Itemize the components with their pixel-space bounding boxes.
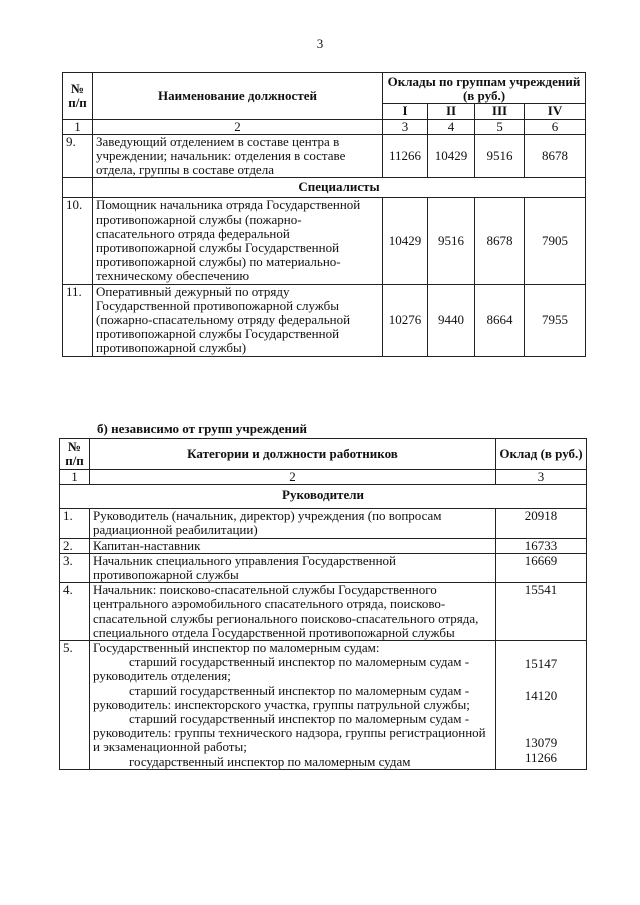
group-header-1: I	[383, 104, 428, 119]
table-row	[60, 641, 587, 770]
row-num: 3.	[60, 553, 90, 582]
row-num: 9.	[63, 134, 93, 178]
section-b-title: б) независимо от групп учреждений	[97, 421, 307, 436]
salary-value: 8678	[525, 134, 586, 178]
colnum: 4	[428, 119, 475, 134]
salaries-header: Оклады по группам учреждений (в руб.)	[383, 73, 586, 104]
table-row	[60, 583, 587, 641]
table-row	[63, 198, 586, 284]
salary-value: 15541	[496, 583, 587, 641]
section-heading-heads: Руководители	[60, 485, 587, 509]
salary-value: 16669	[496, 553, 587, 582]
salary-value: 10429	[383, 198, 428, 284]
salary-value: 20918	[496, 509, 587, 538]
table-row	[63, 134, 586, 178]
colnum: 3	[496, 470, 587, 485]
salary-value: 11266	[524, 749, 558, 765]
salary-header: Оклад (в руб.)	[496, 439, 587, 470]
section-heading-specialists: Специалисты	[93, 178, 586, 198]
column-number-row	[63, 119, 586, 134]
position-name: Капитан-наставник	[90, 538, 496, 553]
num-header: № п/п	[60, 439, 90, 470]
row-num: 10.	[63, 198, 93, 284]
num-header: № п/п	[63, 73, 93, 120]
table-row	[60, 538, 587, 553]
position-name	[90, 641, 496, 770]
colnum: 2	[90, 470, 496, 485]
salary-value: 10276	[383, 284, 428, 356]
position-name: Начальник: поисково-спасательной службы Государственного центрального аэромобильного спасательного отряда, поисково-спасательной службы регионального поисково-спасательного отряда, специального отдела Государственной противопожарной службы	[90, 583, 496, 641]
group-header-4: IV	[525, 104, 586, 119]
salary-value: 14120	[524, 688, 558, 704]
salary-value: 15147	[524, 656, 558, 672]
inspector-item: старший государственный инспектор по маломерным судам - руководитель: группы технического надзора, группы регистрационной и экзаменационной работы;	[93, 711, 486, 755]
colnum: 1	[60, 470, 90, 485]
row-num: 4.	[60, 583, 90, 641]
salary-value: 7955	[525, 284, 586, 356]
row-num: 1.	[60, 509, 90, 538]
position-name: Руководитель (начальник, директор) учреждения (по вопросам радиационной реабилитации)	[90, 509, 496, 538]
salary-value: 11266	[383, 134, 428, 178]
colnum: 1	[63, 119, 93, 134]
group-header-2: II	[428, 104, 475, 119]
inspector-item: старший государственный инспектор по маломерным судам - руководитель отделения;	[93, 654, 470, 684]
colnum: 2	[93, 119, 383, 134]
name-header: Наименование должностей	[93, 73, 383, 120]
salary-value: 10429	[428, 134, 475, 178]
table-row	[60, 509, 587, 538]
salary-table-by-groups	[62, 72, 586, 357]
page-number: 3	[316, 36, 324, 51]
salary-value: 9516	[428, 198, 475, 284]
position-name: Начальник специального управления Государственной противопожарной службы	[90, 553, 496, 582]
salary-value: 9516	[475, 134, 525, 178]
column-number-row	[60, 470, 587, 485]
salary-value: 13079	[524, 735, 558, 751]
salary-values	[496, 641, 587, 770]
position-name: Помощник начальника отряда Государственной противопожарной службы (пожарно-спасательного отряда федеральной противопожарной службы Государственной противопожарной службы) по материально-техническому обеспечению	[93, 198, 383, 284]
salary-value: 8678	[475, 198, 525, 284]
row-num: 2.	[60, 538, 90, 553]
inspector-item: старший государственный инспектор по маломерным судам - руководитель: инспекторского участка, группы патрульной службы;	[93, 682, 470, 712]
table-row	[63, 284, 586, 356]
group-header-3: III	[475, 104, 525, 119]
salary-value: 7905	[525, 198, 586, 284]
inspector-intro: Государственный инспектор по маломерным судам:	[93, 640, 380, 656]
position-name: Заведующий отделением в составе центра в учреждении; начальник: отделения в составе отдела, группы в составе отдела	[93, 134, 383, 178]
inspector-item: государственный инспектор по маломерным судам	[129, 753, 411, 769]
position-name: Оперативный дежурный по отряду Государственной противопожарной службы (пожарно-спасательному отряду федеральной противопожарной службы Государственной противопожарной службы)	[93, 284, 383, 356]
row-num: 5.	[60, 641, 90, 770]
colnum: 3	[383, 119, 428, 134]
row-num: 11.	[63, 284, 93, 356]
colnum: 6	[525, 119, 586, 134]
salary-table-independent	[59, 438, 587, 770]
salary-value: 8664	[475, 284, 525, 356]
empty-cell	[63, 178, 93, 198]
salary-value: 16733	[496, 538, 587, 553]
name-header: Категории и должности работников	[90, 439, 496, 470]
colnum: 5	[475, 119, 525, 134]
table-row	[60, 553, 587, 582]
salary-value: 9440	[428, 284, 475, 356]
